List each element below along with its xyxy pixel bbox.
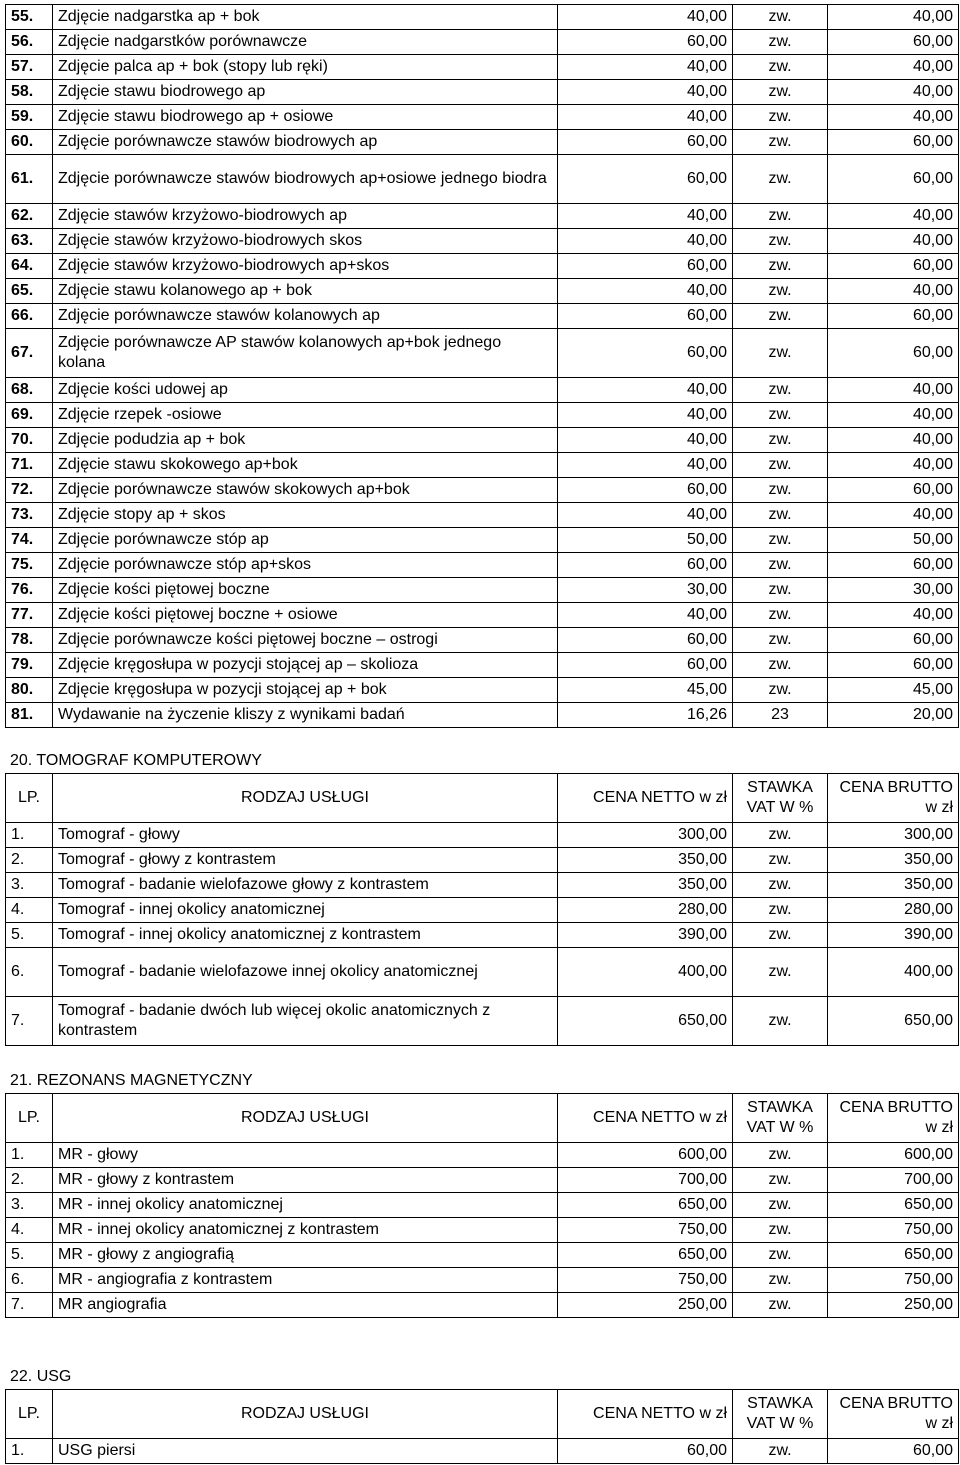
row-number: 2. [6,1168,53,1193]
gross-price: 40,00 [828,105,959,130]
row-number: 68. [6,378,53,403]
table-row [6,5,959,30]
gross-price: 400,00 [828,948,959,997]
gross-price: 750,00 [828,1218,959,1243]
table-row [6,948,959,997]
net-price: 60,00 [558,478,733,503]
usg-table-body [6,1439,959,1464]
row-number: 6. [6,1268,53,1293]
vat-rate: zw. [733,873,828,898]
service-name: Zdjęcie porównawcze AP stawów kolanowych ap+bok jednego kolana [53,329,558,378]
gross-price: 40,00 [828,204,959,229]
gross-price: 30,00 [828,578,959,603]
net-price: 60,00 [558,1439,733,1464]
net-price: 60,00 [558,130,733,155]
row-number: 56. [6,30,53,55]
vat-rate: zw. [733,603,828,628]
net-price: 40,00 [558,229,733,254]
mri-table-body [6,1143,959,1318]
service-name: Zdjęcie stawu skokowego ap+bok [53,453,558,478]
vat-rate: zw. [733,1293,828,1318]
service-name: Tomograf - głowy z kontrastem [53,848,558,873]
net-price: 650,00 [558,1193,733,1218]
table-row [6,1143,959,1168]
net-price: 390,00 [558,923,733,948]
row-number: 80. [6,678,53,703]
row-number: 55. [6,5,53,30]
row-number: 74. [6,528,53,553]
row-number: 70. [6,428,53,453]
net-price: 40,00 [558,80,733,105]
table-row [6,378,959,403]
row-number: 67. [6,329,53,378]
service-name: Zdjęcie kości piętowej boczne [53,578,558,603]
net-price: 350,00 [558,848,733,873]
service-name: Zdjęcie porównawcze stóp ap [53,528,558,553]
vat-rate: zw. [733,55,828,80]
row-number: 64. [6,254,53,279]
section-title-mri: 21. REZONANS MAGNETYCZNY [10,1072,253,1089]
table-row [6,703,959,728]
net-price: 60,00 [558,653,733,678]
header-gross-price: CENA BRUTTO w zł [828,774,959,823]
row-number: 3. [6,1193,53,1218]
table-row [6,653,959,678]
net-price: 60,00 [558,30,733,55]
service-name: Zdjęcie porównawcze stawów biodrowych ap [53,130,558,155]
table-row [6,1243,959,1268]
service-name: Zdjęcie stawu biodrowego ap [53,80,558,105]
gross-price: 700,00 [828,1168,959,1193]
vat-rate: zw. [733,478,828,503]
header-vat-rate: STAWKA VAT W % [733,1390,828,1439]
gross-price: 280,00 [828,898,959,923]
gross-price: 50,00 [828,528,959,553]
vat-rate: zw. [733,653,828,678]
vat-rate: zw. [733,528,828,553]
net-price: 250,00 [558,1293,733,1318]
vat-rate: zw. [733,678,828,703]
net-price: 40,00 [558,453,733,478]
table-row [6,898,959,923]
gross-price: 60,00 [828,553,959,578]
net-price: 350,00 [558,873,733,898]
row-number: 79. [6,653,53,678]
gross-price: 250,00 [828,1293,959,1318]
table-row [6,279,959,304]
table-row [6,453,959,478]
row-number: 4. [6,1218,53,1243]
net-price: 750,00 [558,1268,733,1293]
table-row [6,528,959,553]
ct-price-table [5,773,959,1046]
service-name: Tomograf - innej okolicy anatomicznej z kontrastem [53,923,558,948]
header-service: RODZAJ USŁUGI [53,1390,558,1439]
row-number: 76. [6,578,53,603]
service-name: Zdjęcie porównawcze kości piętowej boczne – ostrogi [53,628,558,653]
net-price: 40,00 [558,378,733,403]
table-row [6,1293,959,1318]
vat-rate: zw. [733,329,828,378]
service-name: MR - głowy z kontrastem [53,1168,558,1193]
net-price: 650,00 [558,1243,733,1268]
gross-price: 600,00 [828,1143,959,1168]
table-row [6,155,959,204]
header-net-price: CENA NETTO w zł [558,774,733,823]
gross-price: 60,00 [828,304,959,329]
vat-rate: zw. [733,628,828,653]
service-name: Zdjęcie stawu kolanowego ap + bok [53,279,558,304]
vat-rate: zw. [733,578,828,603]
row-number: 4. [6,898,53,923]
row-number: 66. [6,304,53,329]
mri-price-table [5,1093,959,1318]
table-row [6,130,959,155]
vat-rate: zw. [733,453,828,478]
net-price: 280,00 [558,898,733,923]
net-price: 40,00 [558,603,733,628]
table-row [6,254,959,279]
gross-price: 300,00 [828,823,959,848]
header-service: RODZAJ USŁUGI [53,1094,558,1143]
row-number: 81. [6,703,53,728]
service-name: MR - innej okolicy anatomicznej [53,1193,558,1218]
table-row [6,105,959,130]
gross-price: 650,00 [828,1243,959,1268]
gross-price: 40,00 [828,378,959,403]
header-lp: LP. [6,1390,53,1439]
gross-price: 45,00 [828,678,959,703]
vat-rate: zw. [733,823,828,848]
table-row [6,873,959,898]
service-name: MR - głowy [53,1143,558,1168]
gross-price: 40,00 [828,80,959,105]
gross-price: 40,00 [828,503,959,528]
row-number: 1. [6,1439,53,1464]
vat-rate: zw. [733,1439,828,1464]
gross-price: 40,00 [828,428,959,453]
header-vat-rate: STAWKA VAT W % [733,774,828,823]
gross-price: 60,00 [828,155,959,204]
rtg-price-table [5,4,959,728]
net-price: 30,00 [558,578,733,603]
service-name: Zdjęcie podudzia ap + bok [53,428,558,453]
net-price: 40,00 [558,55,733,80]
table-row [6,80,959,105]
vat-rate: zw. [733,428,828,453]
service-name: Wydawanie na życzenie kliszy z wynikami badań [53,703,558,728]
service-name: Zdjęcie stopy ap + skos [53,503,558,528]
net-price: 40,00 [558,403,733,428]
row-number: 60. [6,130,53,155]
table-row [6,304,959,329]
table-row [6,678,959,703]
table-row [6,603,959,628]
vat-rate: zw. [733,378,828,403]
table-row [6,1218,959,1243]
table-row [6,30,959,55]
table-row [6,923,959,948]
vat-rate: zw. [733,254,828,279]
table-row [6,997,959,1046]
service-name: Zdjęcie kości udowej ap [53,378,558,403]
net-price: 650,00 [558,997,733,1046]
net-price: 600,00 [558,1143,733,1168]
service-name: Zdjęcie nadgarstków porównawcze [53,30,558,55]
vat-rate: zw. [733,948,828,997]
net-price: 60,00 [558,155,733,204]
service-name: Tomograf - badanie dwóch lub więcej okolic anatomicznych z kontrastem [53,997,558,1046]
header-gross-price: CENA BRUTTO w zł [828,1094,959,1143]
service-name: Zdjęcie kręgosłupa w pozycji stojącej ap + bok [53,678,558,703]
gross-price: 60,00 [828,329,959,378]
table-row [6,428,959,453]
gross-price: 60,00 [828,1439,959,1464]
service-name: Zdjęcie stawów krzyżowo-biodrowych skos [53,229,558,254]
vat-rate: zw. [733,130,828,155]
table-header-row [6,1094,959,1143]
vat-rate: zw. [733,229,828,254]
header-service: RODZAJ USŁUGI [53,774,558,823]
vat-rate: zw. [733,997,828,1046]
service-name: Zdjęcie nadgarstka ap + bok [53,5,558,30]
section-title-ct: 20. TOMOGRAF KOMPUTEROWY [10,752,262,769]
gross-price: 40,00 [828,55,959,80]
usg-price-table [5,1389,959,1464]
service-name: MR - innej okolicy anatomicznej z kontrastem [53,1218,558,1243]
table-row [6,403,959,428]
vat-rate: zw. [733,403,828,428]
gross-price: 20,00 [828,703,959,728]
net-price: 60,00 [558,329,733,378]
header-vat-rate: STAWKA VAT W % [733,1094,828,1143]
service-name: Zdjęcie porównawcze stawów kolanowych ap [53,304,558,329]
net-price: 40,00 [558,5,733,30]
service-name: Zdjęcie palca ap + bok (stopy lub ręki) [53,55,558,80]
service-name: Tomograf - badanie wielofazowe głowy z kontrastem [53,873,558,898]
net-price: 40,00 [558,428,733,453]
row-number: 61. [6,155,53,204]
gross-price: 60,00 [828,478,959,503]
table-header-row [6,1390,959,1439]
row-number: 1. [6,823,53,848]
row-number: 62. [6,204,53,229]
row-number: 69. [6,403,53,428]
service-name: Zdjęcie kręgosłupa w pozycji stojącej ap – skolioza [53,653,558,678]
table-row [6,553,959,578]
net-price: 40,00 [558,105,733,130]
gross-price: 40,00 [828,229,959,254]
net-price: 400,00 [558,948,733,997]
row-number: 65. [6,279,53,304]
vat-rate: zw. [733,1168,828,1193]
row-number: 57. [6,55,53,80]
header-net-price: CENA NETTO w zł [558,1390,733,1439]
row-number: 72. [6,478,53,503]
row-number: 73. [6,503,53,528]
rtg-table-body [6,5,959,728]
vat-rate: zw. [733,105,828,130]
vat-rate: zw. [733,553,828,578]
row-number: 63. [6,229,53,254]
row-number: 5. [6,1243,53,1268]
net-price: 300,00 [558,823,733,848]
row-number: 1. [6,1143,53,1168]
service-name: Zdjęcie porównawcze stóp ap+skos [53,553,558,578]
net-price: 40,00 [558,279,733,304]
gross-price: 60,00 [828,30,959,55]
net-price: 60,00 [558,553,733,578]
table-row [6,329,959,378]
vat-rate: zw. [733,30,828,55]
vat-rate: zw. [733,898,828,923]
vat-rate: zw. [733,1268,828,1293]
net-price: 700,00 [558,1168,733,1193]
gross-price: 390,00 [828,923,959,948]
gross-price: 350,00 [828,848,959,873]
gross-price: 750,00 [828,1268,959,1293]
service-name: Zdjęcie porównawcze stawów biodrowych ap+osiowe jednego biodra [53,155,558,204]
gross-price: 350,00 [828,873,959,898]
vat-rate: zw. [733,848,828,873]
row-number: 2. [6,848,53,873]
table-header-row [6,774,959,823]
row-number: 78. [6,628,53,653]
row-number: 7. [6,997,53,1046]
service-name: Zdjęcie kości piętowej boczne + osiowe [53,603,558,628]
vat-rate: zw. [733,304,828,329]
header-net-price: CENA NETTO w zł [558,1094,733,1143]
net-price: 40,00 [558,503,733,528]
net-price: 60,00 [558,628,733,653]
service-name: Tomograf - badanie wielofazowe innej okolicy anatomicznej [53,948,558,997]
service-name: USG piersi [53,1439,558,1464]
vat-rate: zw. [733,1193,828,1218]
table-row [6,204,959,229]
net-price: 40,00 [558,204,733,229]
gross-price: 40,00 [828,279,959,304]
row-number: 77. [6,603,53,628]
vat-rate: zw. [733,5,828,30]
row-number: 7. [6,1293,53,1318]
table-row [6,823,959,848]
table-row [6,628,959,653]
table-row [6,1268,959,1293]
vat-rate: 23 [733,703,828,728]
row-number: 6. [6,948,53,997]
net-price: 750,00 [558,1218,733,1243]
header-gross-price: CENA BRUTTO w zł [828,1390,959,1439]
table-row [6,229,959,254]
row-number: 71. [6,453,53,478]
service-name: Zdjęcie stawu biodrowego ap + osiowe [53,105,558,130]
service-name: Zdjęcie stawów krzyżowo-biodrowych ap+skos [53,254,558,279]
row-number: 59. [6,105,53,130]
net-price: 50,00 [558,528,733,553]
net-price: 60,00 [558,304,733,329]
row-number: 75. [6,553,53,578]
table-row [6,848,959,873]
service-name: MR - angiografia z kontrastem [53,1268,558,1293]
gross-price: 60,00 [828,628,959,653]
gross-price: 60,00 [828,130,959,155]
table-row [6,478,959,503]
service-name: Zdjęcie stawów krzyżowo-biodrowych ap [53,204,558,229]
gross-price: 40,00 [828,403,959,428]
vat-rate: zw. [733,1243,828,1268]
gross-price: 60,00 [828,254,959,279]
table-row [6,55,959,80]
row-number: 3. [6,873,53,898]
vat-rate: zw. [733,204,828,229]
row-number: 5. [6,923,53,948]
vat-rate: zw. [733,80,828,105]
vat-rate: zw. [733,503,828,528]
table-row [6,503,959,528]
service-name: Tomograf - głowy [53,823,558,848]
service-name: Zdjęcie rzepek -osiowe [53,403,558,428]
vat-rate: zw. [733,279,828,304]
ct-table-body [6,823,959,1046]
gross-price: 40,00 [828,5,959,30]
gross-price: 650,00 [828,997,959,1046]
table-row [6,1193,959,1218]
header-lp: LP. [6,774,53,823]
gross-price: 40,00 [828,603,959,628]
table-row [6,578,959,603]
service-name: MR - głowy z angiografią [53,1243,558,1268]
service-name: MR angiografia [53,1293,558,1318]
table-row [6,1439,959,1464]
vat-rate: zw. [733,923,828,948]
service-name: Zdjęcie porównawcze stawów skokowych ap+bok [53,478,558,503]
row-number: 58. [6,80,53,105]
service-name: Tomograf - innej okolicy anatomicznej [53,898,558,923]
vat-rate: zw. [733,1218,828,1243]
header-lp: LP. [6,1094,53,1143]
gross-price: 60,00 [828,653,959,678]
table-row [6,1168,959,1193]
net-price: 16,26 [558,703,733,728]
section-title-usg: 22. USG [10,1368,72,1385]
vat-rate: zw. [733,155,828,204]
gross-price: 40,00 [828,453,959,478]
gross-price: 650,00 [828,1193,959,1218]
net-price: 45,00 [558,678,733,703]
vat-rate: zw. [733,1143,828,1168]
net-price: 60,00 [558,254,733,279]
